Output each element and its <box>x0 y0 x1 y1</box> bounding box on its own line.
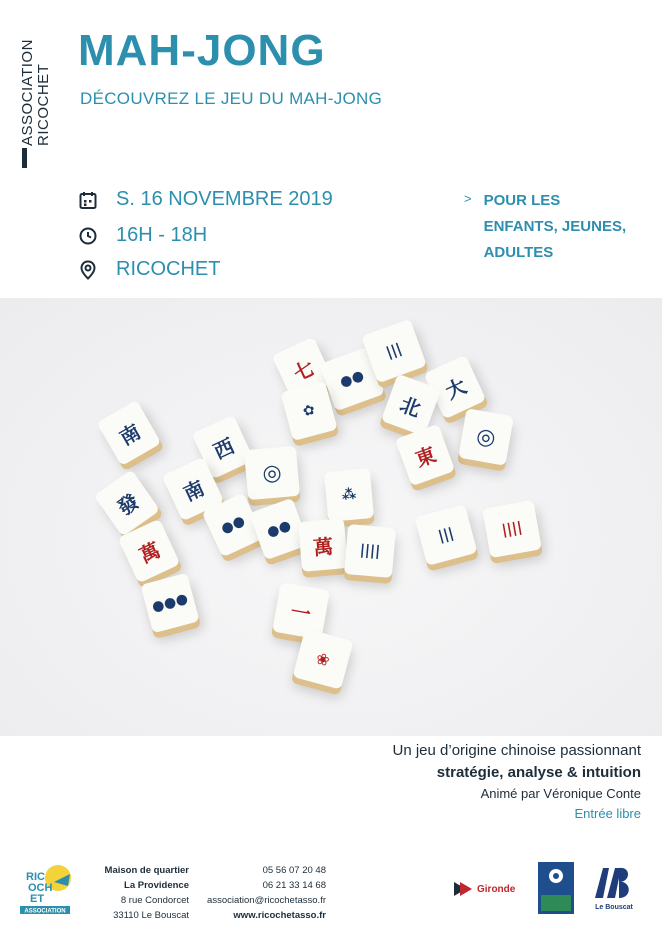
mahjong-tile: ●● <box>202 493 265 558</box>
website-link[interactable]: www.ricochetasso.fr <box>233 910 326 921</box>
event-place-row <box>78 258 220 281</box>
venue-city: 33110 Le Bouscat <box>113 910 189 921</box>
email-link[interactable]: association@ricochetasso.fr <box>207 895 326 906</box>
mahjong-tile: ⁂ <box>324 468 374 522</box>
mahjong-tile: 七 <box>272 337 335 402</box>
mahjong-tile: 西 <box>192 415 255 480</box>
svg-text:ET: ET <box>30 893 45 905</box>
tagline-entry: Entrée libre <box>574 806 641 821</box>
event-date: S. 16 NOVEMBRE <box>116 188 283 210</box>
mahjong-tile: ●● <box>249 498 309 561</box>
mahjong-tile: 南 <box>97 400 162 466</box>
mahjong-tile: 東 <box>395 424 455 487</box>
svg-text:RIC: RIC <box>26 871 45 883</box>
venue-name-2: La Providence <box>124 880 189 891</box>
mahjong-tile: 一 <box>272 582 330 640</box>
side-accent-bar <box>22 148 27 168</box>
calendar-icon <box>78 190 98 210</box>
audience-line: POUR LES <box>483 192 561 209</box>
audience-block <box>464 188 626 266</box>
clock-icon <box>78 226 98 246</box>
venue-street: 8 rue Condorcet <box>120 895 189 906</box>
event-time: 16H - 18H <box>116 224 208 246</box>
event-place: RICOCHET <box>116 258 221 280</box>
mahjong-tile: 北 <box>381 374 441 437</box>
event-year: 2019 <box>288 188 333 210</box>
le-bouscat-logo <box>591 862 637 914</box>
address-block <box>95 863 189 923</box>
mahjong-tiles-photo <box>0 298 662 736</box>
event-date-row <box>78 188 333 211</box>
mahjong-tile: ●● <box>319 347 385 412</box>
mahjong-tile: |||| <box>344 524 396 578</box>
venue-name: Maison de quartier <box>104 865 189 876</box>
mahjong-tile: ◎ <box>244 446 300 500</box>
mahjong-tile: 萬 <box>118 519 181 584</box>
contact-block <box>196 863 326 923</box>
caf-mark-icon <box>538 862 574 894</box>
association-side-label <box>20 28 60 168</box>
tagline-keywords: stratégie, analyse & intuition <box>436 764 641 781</box>
event-description <box>393 740 642 824</box>
location-pin-icon <box>78 260 98 280</box>
caf-green-band <box>541 895 571 911</box>
mahjong-tile: 南 <box>162 457 225 522</box>
gironde-mark-icon <box>452 878 474 900</box>
phone-1[interactable]: 05 56 07 20 48 <box>262 865 326 876</box>
mahjong-tile: |||| <box>482 500 542 558</box>
mahjong-tile: ●●● <box>140 573 199 634</box>
svg-text:Le Bouscat: Le Bouscat <box>595 904 633 911</box>
gironde-logo-text: Gironde <box>477 883 516 895</box>
audience-line: ADULTES <box>483 244 554 261</box>
mahjong-tile: ◎ <box>458 408 514 466</box>
caf-logo <box>538 862 574 914</box>
mahjong-tile: 大 <box>424 355 487 420</box>
side-label-line1: ASSOCIATION <box>19 39 36 146</box>
svg-text:ASSOCIATION: ASSOCIATION <box>24 908 66 915</box>
gironde-logo <box>452 878 515 900</box>
side-label-line2: RICOCHET <box>35 63 52 146</box>
mahjong-tile: 萬 <box>298 518 348 572</box>
chevron-right-icon: > <box>464 191 472 206</box>
ricochet-logo <box>18 860 74 916</box>
tagline-host: Animé par Véronique Conte <box>480 786 641 801</box>
svg-text:OCH: OCH <box>28 882 53 894</box>
tagline-line: Un jeu d’origine chinoise passionnant <box>392 742 641 759</box>
mahjong-tile: 發 <box>94 469 160 536</box>
mahjong-tile: ❀ <box>292 628 353 689</box>
phone-2[interactable]: 06 21 33 14 68 <box>262 880 326 891</box>
mahjong-tile: ||| <box>414 504 477 566</box>
page-title: MAH-JONG <box>78 26 326 75</box>
mahjong-tile: ||| <box>361 319 427 384</box>
event-time-row <box>78 224 207 247</box>
mahjong-tile: ✿ <box>280 381 337 441</box>
page-subtitle: DÉCOUVREZ LE JEU DU MAH-JONG <box>80 89 383 108</box>
audience-line: ENFANTS, JEUNES, <box>483 218 627 235</box>
